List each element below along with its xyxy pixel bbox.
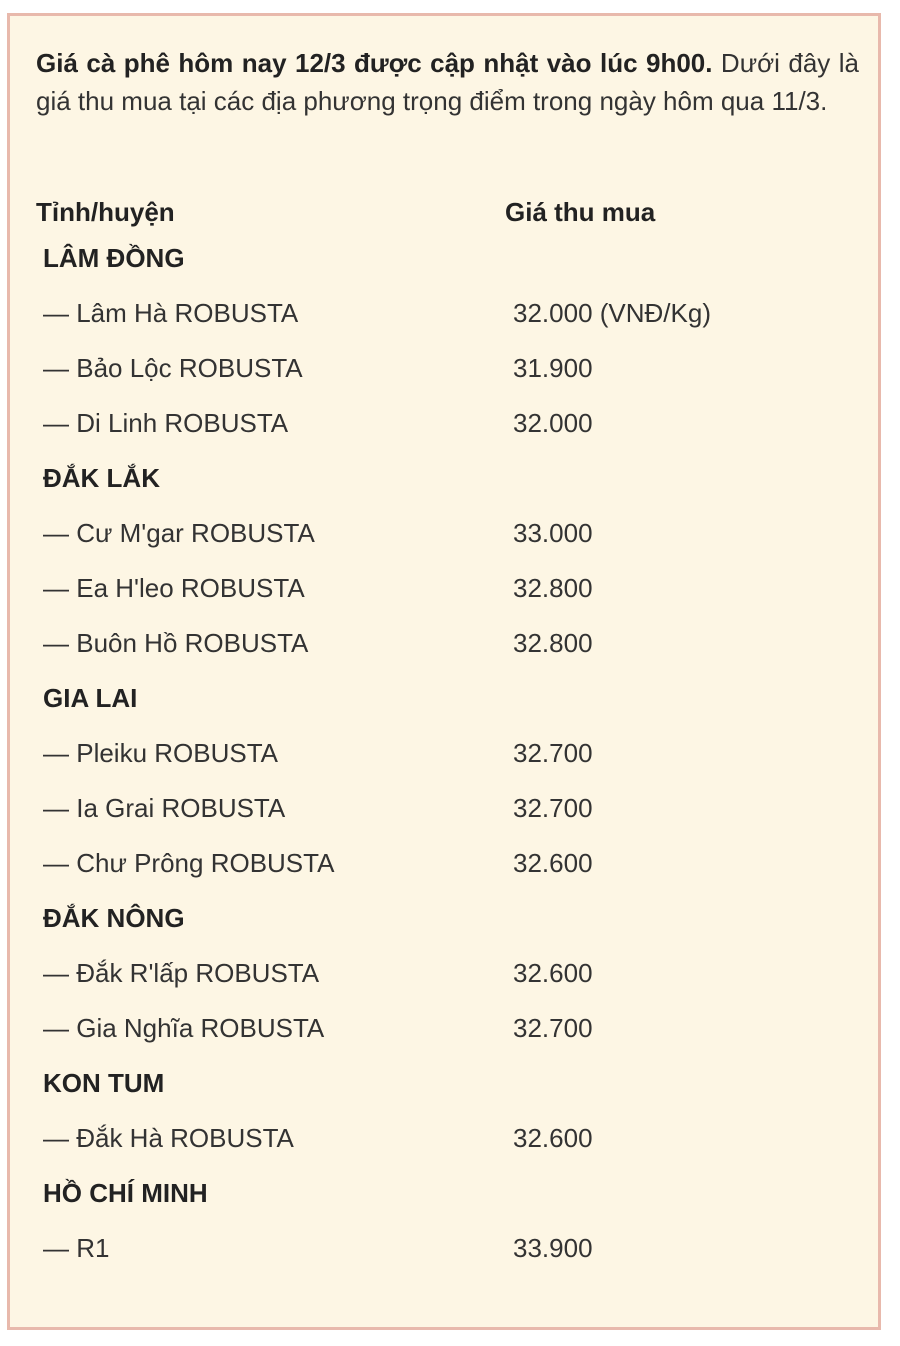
price-value: 32.700 xyxy=(513,793,593,823)
region-name: HỒ CHÍ MINH xyxy=(43,1178,208,1208)
region-row xyxy=(10,1173,878,1213)
price-value: 33.900 xyxy=(513,1233,593,1263)
table-row xyxy=(10,953,878,993)
price-value: 32.800 xyxy=(513,573,593,603)
table-row xyxy=(10,623,878,663)
district-name: — Gia Nghĩa ROBUSTA xyxy=(43,1013,325,1043)
region-name: ĐẮK NÔNG xyxy=(43,903,185,933)
district-name: — Ia Grai ROBUSTA xyxy=(43,793,286,823)
district-name: — Đắk R'lấp ROBUSTA xyxy=(43,958,320,988)
table-row xyxy=(10,568,878,608)
header-province: Tỉnh/huyện xyxy=(36,197,175,227)
price-value: 32.000 (VNĐ/Kg) xyxy=(513,298,711,328)
region-name: LÂM ĐỒNG xyxy=(43,243,185,273)
price-value: 33.000 xyxy=(513,518,593,548)
region-row xyxy=(10,898,878,938)
intro-headline: Giá cà phê hôm nay 12/3 được cập nhật vào lúc 9h00. xyxy=(36,48,713,78)
region-row xyxy=(10,458,878,498)
district-name: — Bảo Lộc ROBUSTA xyxy=(43,353,303,383)
price-box xyxy=(7,13,881,1330)
table-row xyxy=(10,1008,878,1048)
table-row xyxy=(10,293,878,333)
district-name: — Ea H'leo ROBUSTA xyxy=(43,573,305,603)
price-value: 32.000 xyxy=(513,408,593,438)
price-value: 32.800 xyxy=(513,628,593,658)
table-row xyxy=(10,733,878,773)
district-name: — Buôn Hồ ROBUSTA xyxy=(43,628,309,658)
district-name: — R1 xyxy=(43,1233,110,1263)
table-row xyxy=(10,403,878,443)
district-name: — Chư Prông ROBUSTA xyxy=(43,848,335,878)
region-name: KON TUM xyxy=(43,1068,165,1098)
price-value: 32.700 xyxy=(513,1013,593,1043)
intro-paragraph xyxy=(36,44,859,120)
price-value: 32.600 xyxy=(513,958,593,988)
table-row xyxy=(10,1118,878,1158)
region-row xyxy=(10,678,878,718)
header-price: Giá thu mua xyxy=(505,197,656,227)
region-name: GIA LAI xyxy=(43,683,138,713)
table-row xyxy=(10,513,878,553)
price-value: 32.600 xyxy=(513,848,593,878)
district-name: — Cư M'gar ROBUSTA xyxy=(43,518,315,548)
district-name: — Lâm Hà ROBUSTA xyxy=(43,298,299,328)
region-row xyxy=(10,1063,878,1103)
table-row xyxy=(10,843,878,883)
table-header xyxy=(10,192,878,232)
table-row xyxy=(10,348,878,388)
district-name: — Đắk Hà ROBUSTA xyxy=(43,1123,294,1153)
price-value: 32.700 xyxy=(513,738,593,768)
price-value: 32.600 xyxy=(513,1123,593,1153)
district-name: — Di Linh ROBUSTA xyxy=(43,408,289,438)
region-name: ĐẮK LẮK xyxy=(43,463,160,493)
table-row xyxy=(10,788,878,828)
region-row xyxy=(10,238,878,278)
district-name: — Pleiku ROBUSTA xyxy=(43,738,279,768)
intro-text: Dưới đây là giá thu mua tại các địa phương trọng điểm trong ngày hôm qua 11/3. xyxy=(36,48,859,116)
price-value: 31.900 xyxy=(513,353,593,383)
table-row xyxy=(10,1228,878,1268)
